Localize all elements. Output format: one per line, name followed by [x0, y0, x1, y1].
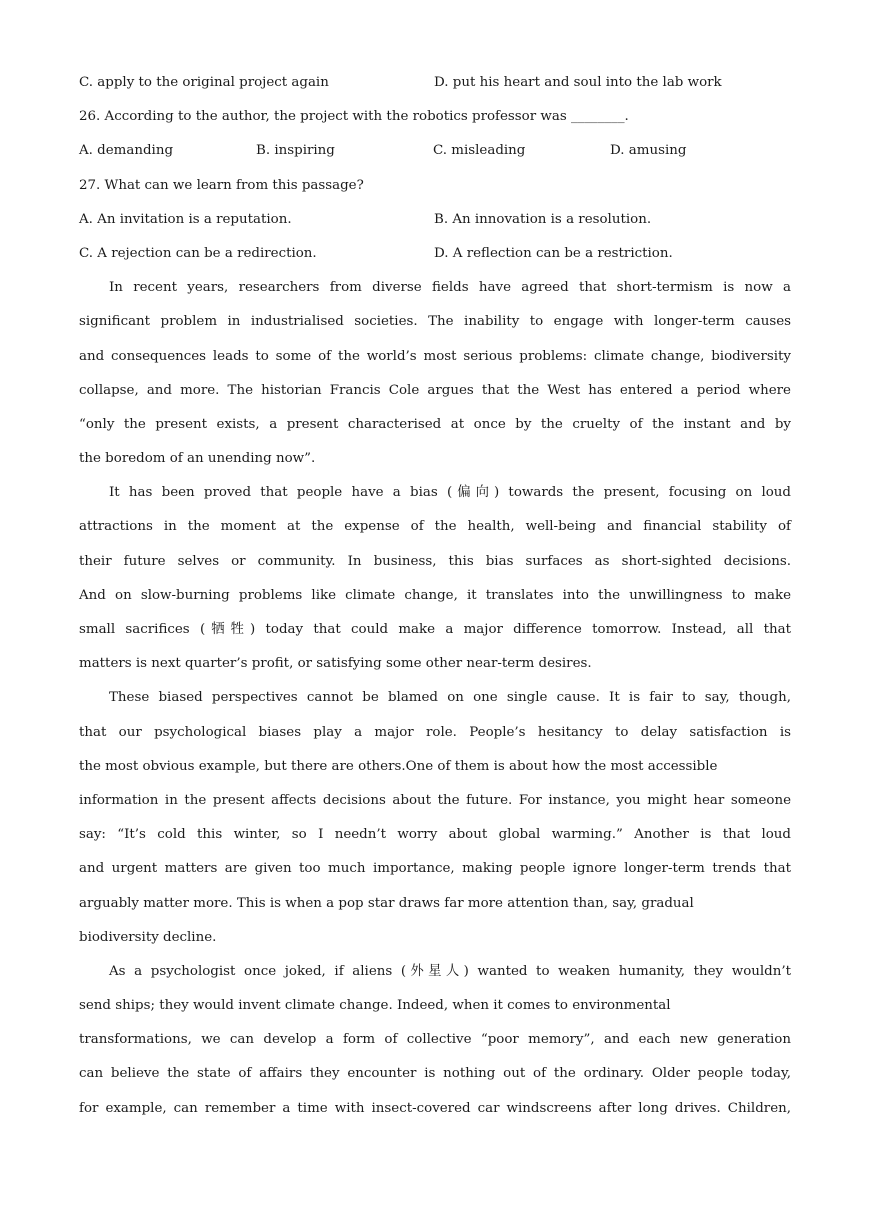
paragraph-line: As a psychologist once joked, if aliens (外星人) wanted to weaken humanity, they wouldn’t	[109, 963, 791, 979]
paragraph-line: transformations, we can develop a form of collective “poor memory”, and each new generation	[79, 1032, 791, 1048]
paragraph-line: In recent years, researchers from diverse fields have agreed that short-termism is now a	[109, 280, 791, 296]
paragraph-line: the most obvious example, but there are others.One of them is about how the most accessible	[79, 758, 718, 774]
q27-option-a: A. An invitation is a reputation.	[79, 211, 292, 227]
question-26-options	[79, 134, 791, 168]
paragraph-line: and consequences leads to some of the world’s most serious problems: climate change, biodiversity	[79, 348, 791, 364]
paragraph-line: their future selves or community. In business, this bias surfaces as short-sighted decisions.	[79, 553, 791, 569]
paragraph-line: And on slow-burning problems like climate change, it translates into the unwillingness to make	[79, 587, 791, 603]
paragraph-line: can believe the state of affairs they encounter is nothing out of the ordinary. Older people today,	[79, 1066, 791, 1082]
paragraph-line: the boredom of an unending now”.	[79, 451, 316, 467]
q25-option-d: D. put his heart and soul into the lab work	[434, 75, 722, 90]
paragraph-line: biodiversity decline.	[79, 929, 217, 945]
paragraph-line: arguably matter more. This is when a pop star draws far more attention than, say, gradual	[79, 895, 694, 911]
question-27-stem: 27. What can we learn from this passage?	[79, 177, 364, 193]
q27-option-c: C. A rejection can be a redirection.	[79, 245, 317, 261]
question-26-stem: 26. According to the author, the project with the robotics professor was ________.	[79, 109, 629, 125]
question-27-options-cd	[79, 237, 791, 271]
q25-option-c: C. apply to the original project again	[79, 75, 329, 90]
question-27-options-ab	[79, 203, 791, 237]
q26-option-c: C. misleading	[433, 143, 526, 159]
paragraph-line: for example, can remember a time with insect-covered car windscreens after long drives. Children,	[79, 1100, 791, 1116]
passage-paragraph-2	[79, 476, 791, 681]
paragraph-line: These biased perspectives cannot be blamed on one single cause. It is fair to say, though,	[109, 690, 791, 706]
q27-option-d: D. A reflection can be a restriction.	[434, 245, 673, 261]
passage-paragraph-1	[79, 271, 791, 476]
question-25-options-cd	[79, 66, 791, 100]
paragraph-line: send ships; they would invent climate change. Indeed, when it comes to environmental	[79, 998, 671, 1014]
paragraph-line: and urgent matters are given too much importance, making people ignore longer-term trends that	[79, 861, 791, 877]
paragraph-line: significant problem in industrialised societies. The inability to engage with longer-term causes	[79, 314, 791, 330]
paragraph-line: small sacrifices (牺牲) today that could make a major difference tomorrow. Instead, all that	[79, 622, 791, 637]
passage-paragraph-3	[79, 681, 791, 955]
paragraph-line: “only the present exists, a present characterised at once by the cruelty of the instant and by	[79, 416, 791, 432]
paragraph-line: It has been proved that people have a bias (偏向) towards the present, focusing on loud	[109, 485, 791, 501]
paragraph-line: collapse, and more. The historian Francis Cole argues that the West has entered a period where	[79, 382, 791, 398]
passage-paragraph-4	[79, 955, 791, 1126]
exam-page-content	[79, 66, 791, 1126]
q26-option-a: A. demanding	[79, 143, 174, 159]
q26-option-b: B. inspiring	[256, 143, 335, 159]
q26-option-d: D. amusing	[610, 143, 687, 159]
q27-option-b: B. An innovation is a resolution.	[434, 211, 652, 227]
paragraph-line: that our psychological biases play a major role. People’s hesitancy to delay satisfaction is	[79, 724, 791, 740]
paragraph-line: information in the present affects decisions about the future. For instance, you might hear someone	[79, 792, 791, 808]
paragraph-line: attractions in the moment at the expense of the health, well-being and financial stability of	[79, 519, 791, 535]
paragraph-line: say: “It’s cold this winter, so I needn’t worry about global warming.” Another is that loud	[79, 827, 791, 843]
paragraph-line: matters is next quarter’s profit, or satisfying some other near-term desires.	[79, 656, 592, 672]
